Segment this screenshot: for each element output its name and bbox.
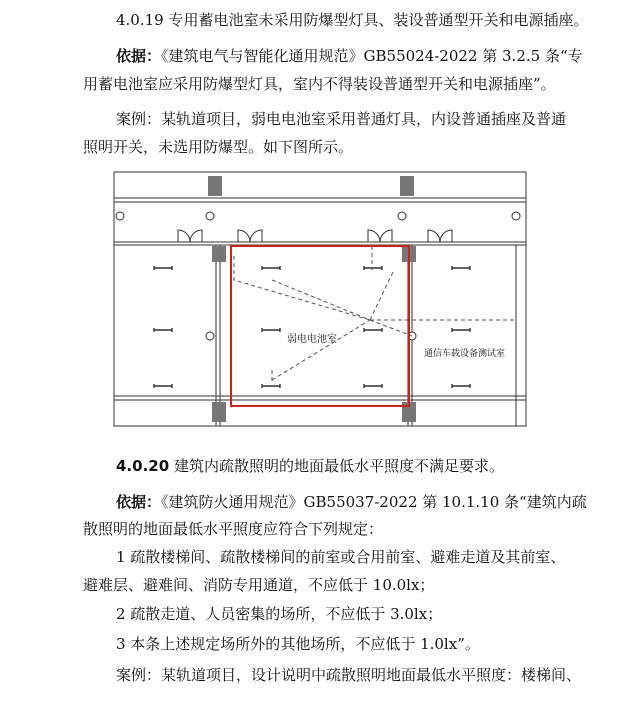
column <box>208 176 222 196</box>
section-4019-basis-line2: 用蓄电池室应采用防爆型灯具，室内不得装设普通型开关和电源插座”。 <box>83 75 556 93</box>
lamp-icon <box>262 266 280 270</box>
doors <box>178 230 452 242</box>
battery-room-floor-plan <box>112 170 530 428</box>
outlet-icon <box>512 212 520 220</box>
outlet-icon <box>206 212 214 220</box>
column <box>212 402 226 422</box>
column <box>400 176 414 196</box>
section-title: 建筑内疏散照明的地面最低水平照度不满足要求。 <box>173 457 504 475</box>
rule-item-1-line2: 避难层、避难间、消防专用通道，不应低于 10.0lx； <box>83 576 435 594</box>
floor-plan-svg <box>112 170 530 428</box>
wire <box>272 320 370 380</box>
wire <box>370 270 394 320</box>
section-4019-heading: 4.0.19 专用蓄电池室未采用防爆型灯具、装设普通型开关和电源插座。 <box>116 11 589 29</box>
section-4019-basis-line1 <box>116 46 583 66</box>
door <box>178 230 190 242</box>
basis-text: 《建筑电气与智能化通用规范》GB55024-2022 第 3.2.5 条“专 <box>161 47 583 65</box>
door <box>368 230 380 242</box>
light-fixtures <box>154 266 470 388</box>
section-4020-case-line1: 案例：某轨道项目，设计说明中疏散照明地面最低水平照度：楼梯间、 <box>116 666 582 684</box>
door <box>428 230 440 242</box>
basis-label: 依据： <box>116 493 162 511</box>
door <box>440 230 452 242</box>
outlet-icon <box>116 212 124 220</box>
wire <box>234 256 370 320</box>
section-4019-case-line2: 照明开关，未选用防爆型。如下图所示。 <box>83 138 354 156</box>
basis-label: 依据： <box>116 47 162 65</box>
room-label-battery: 弱电电池室 <box>287 334 337 345</box>
wire <box>272 280 370 320</box>
section-4019-case-line1: 案例：某轨道项目，弱电电池室采用普通灯具，内设普通插座及普通 <box>116 110 567 128</box>
rule-item-1-line1: 1 疏散楼梯间、疏散楼梯间的前室或合用前室、避难走道及其前室、 <box>116 548 566 566</box>
lamp-icon <box>452 266 470 270</box>
lamp-icon <box>452 328 470 332</box>
lamp-icon <box>154 266 172 270</box>
columns <box>208 176 416 422</box>
wire <box>370 320 412 336</box>
section-4020-heading <box>116 456 504 476</box>
door <box>250 230 262 242</box>
basis-text: 《建筑防火通用规范》GB55037-2022 第 10.1.10 条“建筑内疏 <box>161 493 587 511</box>
lamp-icon <box>262 384 280 388</box>
lamp-icon <box>154 328 172 332</box>
outer-wall <box>114 172 526 426</box>
door <box>380 230 392 242</box>
outlet-icon <box>398 212 406 220</box>
section-number: 4.0.20 <box>116 457 170 475</box>
door <box>190 230 202 242</box>
lamp-icon <box>154 384 172 388</box>
outlet-icon <box>206 332 214 340</box>
wiring <box>234 246 516 384</box>
lamp-icon <box>364 266 382 270</box>
column <box>212 246 226 262</box>
rule-item-2: 2 疏散走道、人员密集的场所，不应低于 3.0lx； <box>116 605 443 623</box>
lamp-icon <box>364 328 382 332</box>
room-label-test: 通信车载设备测试室 <box>424 349 506 359</box>
section-4020-basis-line1 <box>116 492 587 512</box>
lamp-icon <box>452 384 470 388</box>
section-4020-basis-line2: 散照明的地面最低水平照度应符合下列规定： <box>83 520 384 538</box>
door <box>238 230 250 242</box>
lamp-icon <box>262 328 280 332</box>
lamp-icon <box>364 384 382 388</box>
rule-item-3: 3 本条上述规定场所外的其他场所，不应低于 1.0lx”。 <box>116 635 480 653</box>
circle-symbols <box>116 212 520 340</box>
